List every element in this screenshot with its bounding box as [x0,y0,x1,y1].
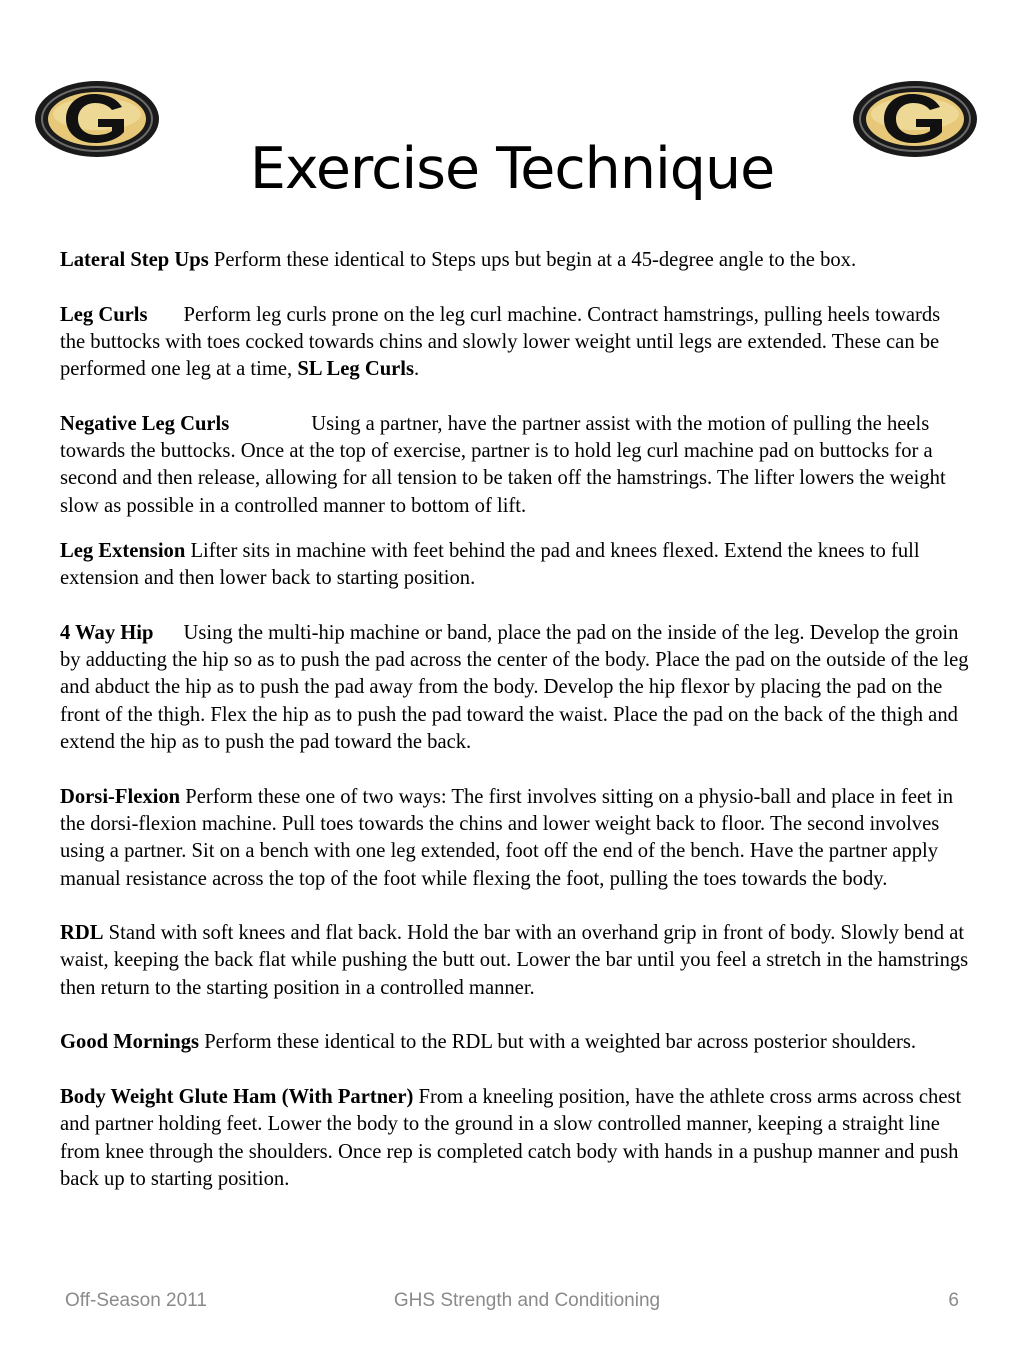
exercise-leg-extension [60,538,970,593]
exercise-4-way-hip [60,620,970,756]
page-title: Exercise Technique [249,136,775,202]
footer-program-name: GHS Strength and Conditioning [393,1290,661,1311]
exercise-description: Perform these identical to the RDL but with a weighted bar across posterior shoulders. [204,1031,917,1054]
exercise-term: RDL [60,922,104,945]
exercise-dorsi-flexion [60,784,970,893]
exercise-term: 4 Way Hip [60,621,154,644]
exercise-rdl [60,920,970,1002]
exercise-description: Perform these one of two ways: The first involves sitting on a physio-ball and place in feet in the dorsi-flexion machine. Pull toes towards the chins and lower weight back to floor. The second involves using a partner. Sit on a bench with one leg extended, foot off the end of the bench. Have the partner apply manual resistance across the top of the foot while flexing the foot, pulling the toes towards the body. [60,785,953,890]
exercise-term: Dorsi-Flexion [60,785,181,808]
exercise-term: Good Mornings [60,1031,200,1054]
exercise-description-end: . [414,358,420,381]
exercise-term: Leg Extension [60,539,186,562]
exercise-description: Using the multi-hip machine or band, place the pad on the inside of the leg. Develop the groin by adducting the hip so as to push the pad across the center of the body. Place the pad on the outside of the leg and abduct the hip as to push the pad away from the body. Develop the hip flexor by placing the pad on the front of the thigh. Flex the hip as to push the pad toward the waist. Place the pad on the back of the thigh and extend the hip as to push the pad toward the back. [60,621,969,754]
footer [0,1290,1024,1316]
exercise-description: From a kneeling position, have the athlete cross arms across chest and partner holding feet. Lower the body to the ground in a slow controlled manner, keeping a straight line from knee through the shoulders. Once rep is completed catch body with hands in a pushup manner and push back up to starting position. [60,1085,962,1190]
exercise-variant: SL Leg Curls [297,358,415,381]
exercise-good-mornings [60,1029,970,1056]
exercise-negative-leg-curls [60,411,970,520]
exercise-term: Lateral Step Ups [60,249,209,271]
footer-date: Off-Season 2011 [65,1290,207,1311]
exercise-description: Using a partner, have the partner assist with the motion of pulling the heels towards the buttocks. Once at the top of exercise, partner is to hold leg curl machine pad on buttocks for a second and then release, allowing for all tension to be taken off the hamstrings. The lifter lowers the weight slow as possible in a controlled manner to bottom of lift. [60,412,946,517]
exercise-description: Stand with soft knees and flat back. Hold the bar with an overhand grip in front of body. Slowly bend at waist, keeping the back flat while pushing the butt out. Lower the bar until you feel a stretch in the hamstrings then return to the starting position in a controlled manner. [60,922,969,999]
exercise-description: Lifter sits in machine with feet behind the pad and knees flexed. Extend the knees to full extension and then lower back to starting position. [60,539,920,590]
exercise-body-weight-glute-ham [60,1084,970,1193]
exercise-term: Body Weight Glute Ham (With Partner) [60,1085,414,1108]
exercise-leg-curls [60,302,970,384]
page-number: 6 [948,1290,959,1311]
exercise-term: Leg Curls [60,303,148,326]
exercise-description: Perform these identical to Steps ups but begin at a 45-degree angle to the box. [213,249,857,271]
exercise-list [60,247,970,1220]
exercise-lateral-step-ups [60,247,970,274]
exercise-description: Perform leg curls prone on the leg curl machine. Contract hamstrings, pulling heels towards the buttocks with toes cocked towards chins and slowly lower weight until legs are extended. These can be performed one leg at a time, [60,303,941,381]
exercise-term: Negative Leg Curls [60,412,230,435]
